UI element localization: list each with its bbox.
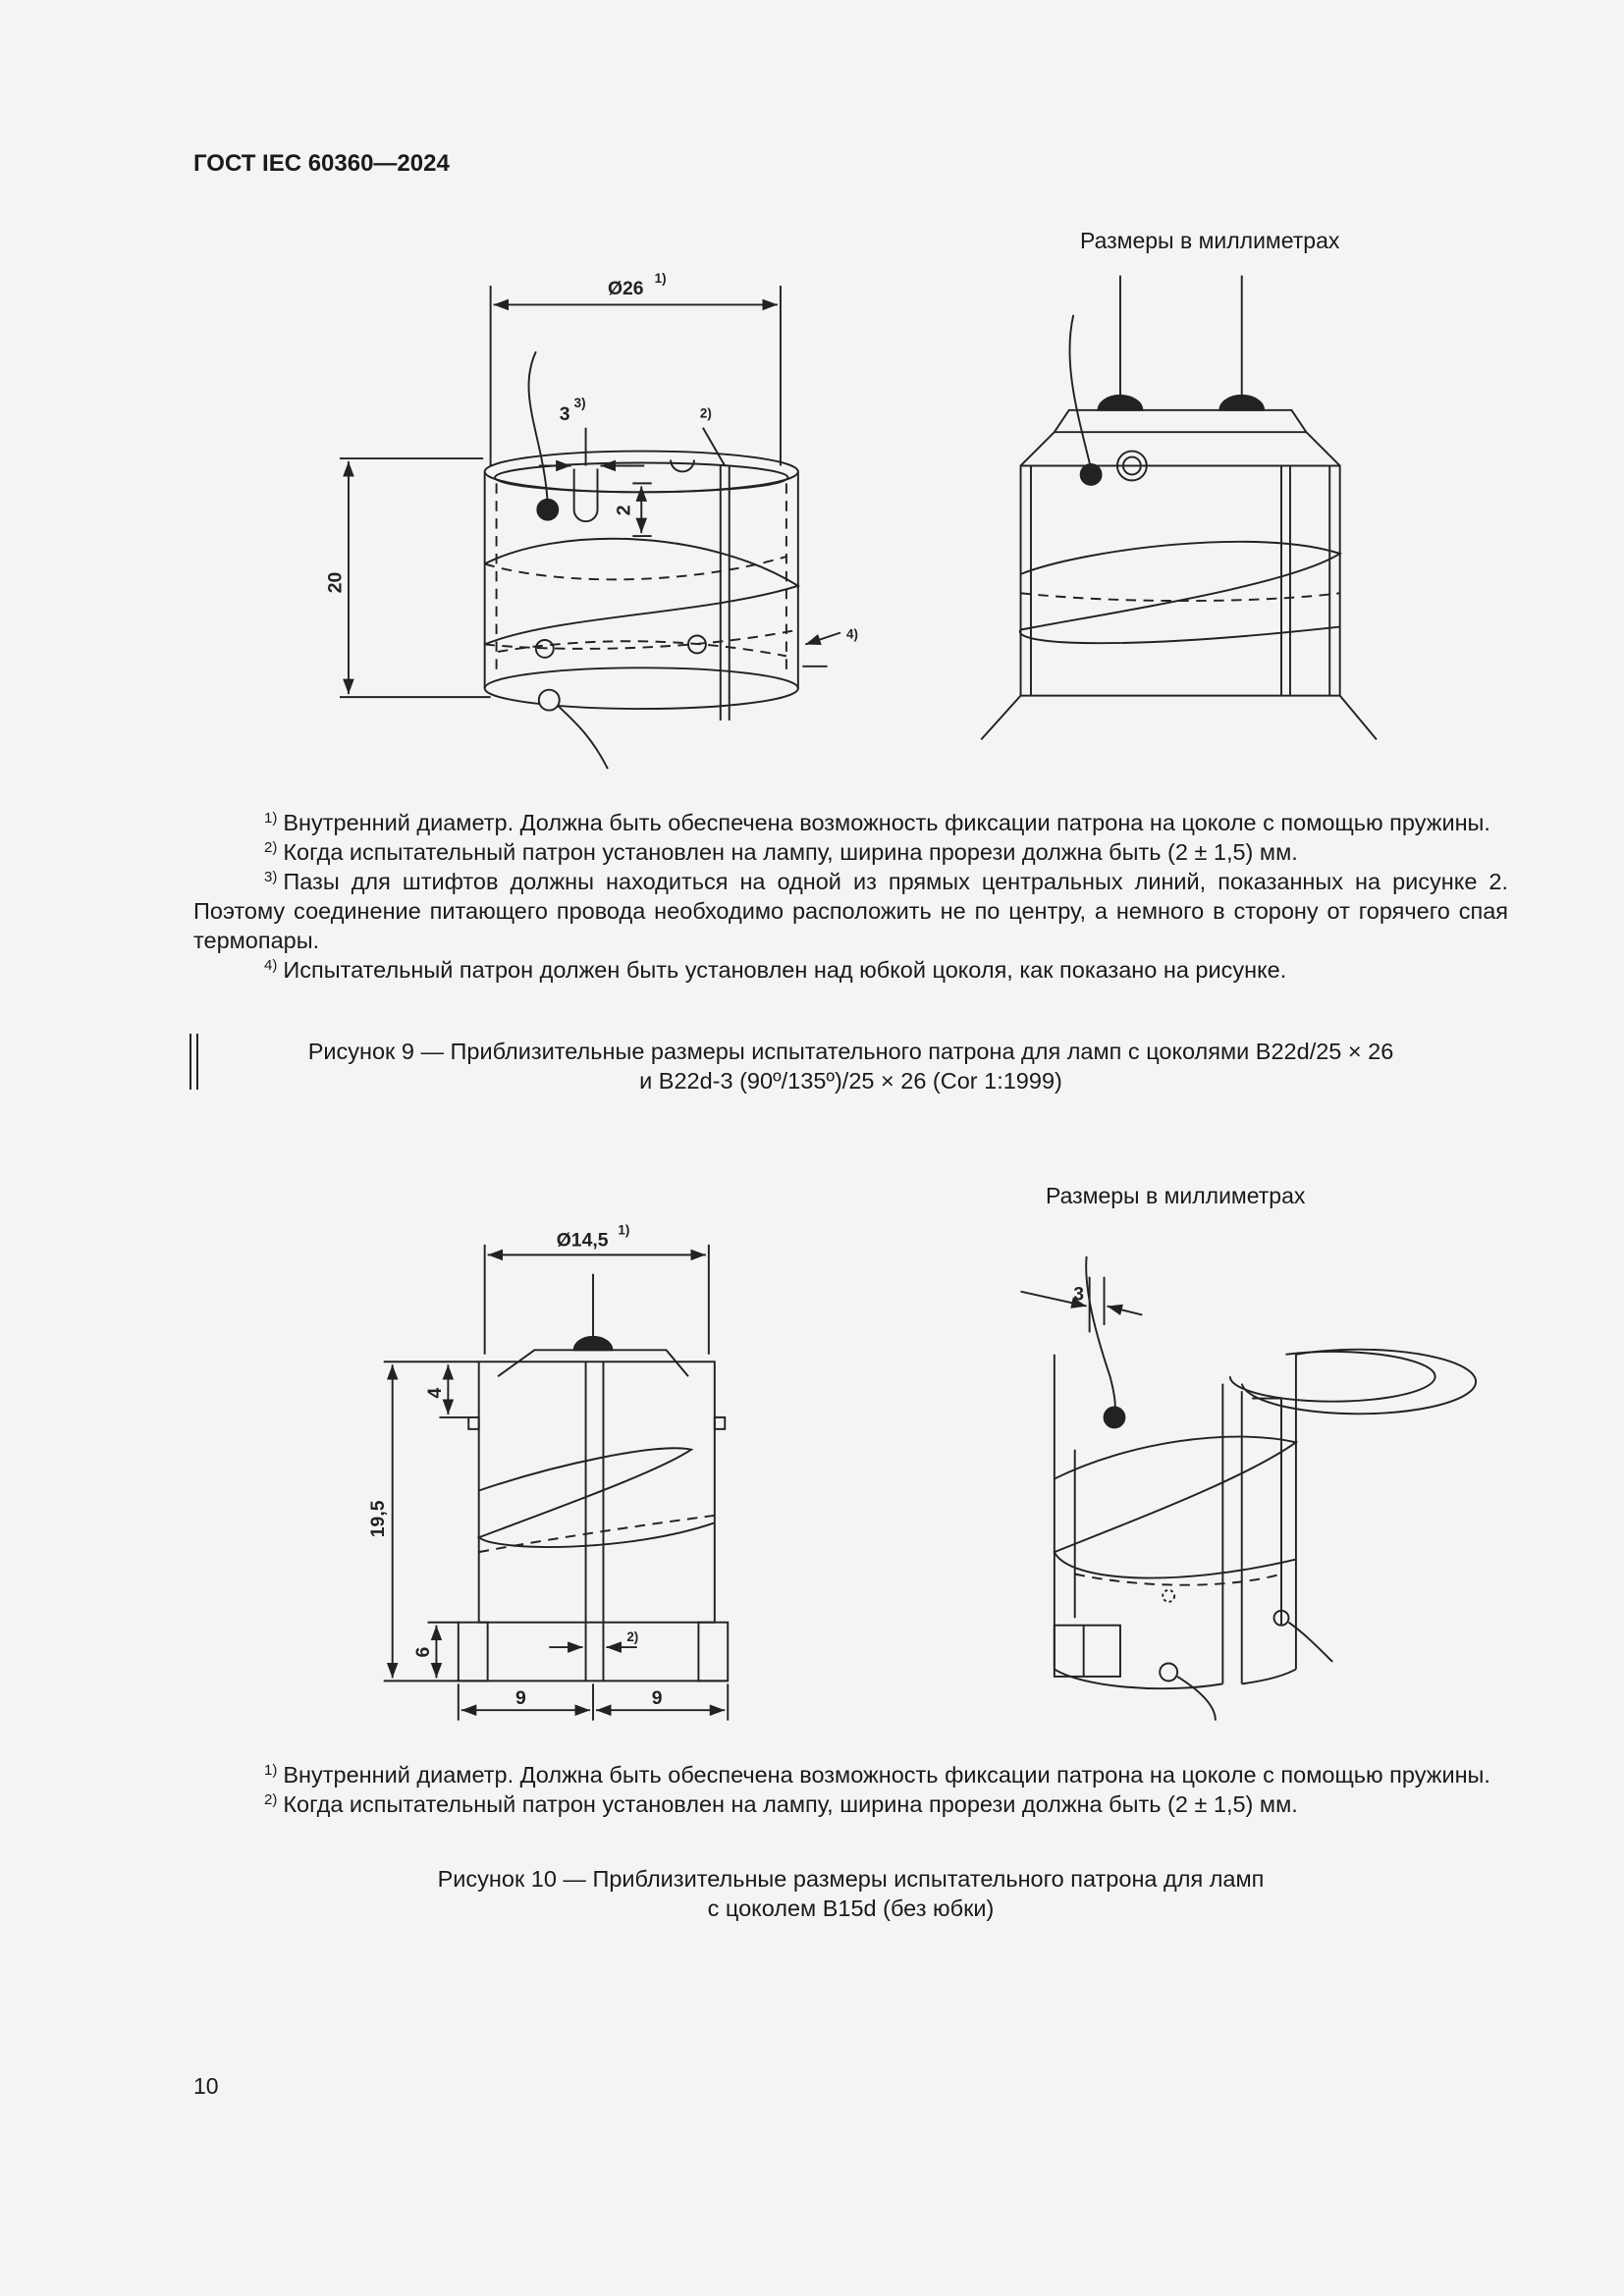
figure10-holder-perspective-view: [1021, 1256, 1477, 1721]
figure10-holder-side-view: [367, 1222, 728, 1720]
fig9-diameter-note: 1): [654, 271, 667, 287]
fig10-offset-label: 3: [1073, 1283, 1085, 1306]
figure9-holder-side-view: [325, 271, 858, 769]
figure10-caption: [193, 1864, 1508, 1923]
figure10-dimensions-note: Размеры в миллиметрах: [1046, 1183, 1306, 1208]
fig10-diameter-note: 1): [618, 1222, 630, 1238]
fig9-height-label: 20: [324, 571, 347, 594]
fig10-slit-note: 2): [626, 1629, 639, 1645]
fig9-skirt-note: 4): [846, 626, 858, 642]
caption-line: Рисунок 10 — Приблизительные размеры испытательного патрона для ламп: [437, 1866, 1265, 1892]
fig10-leg-label: 6: [411, 1646, 434, 1658]
footnote: $^{2)}$ Когда испытательный патрон установлен на лампу, ширина прорези должна быть (2 ± 1,5) мм.: [264, 839, 1298, 865]
figure10-footnotes: [193, 1760, 1508, 1819]
footnote: $^{1)}$ Внутренний диаметр. Должна быть обеспечена возможность фиксации патрона на цоколе с помощью пружины.: [264, 1762, 1490, 1788]
footnote: $^{2)}$ Когда испытательный патрон установлен на лампу, ширина прорези должна быть (2 ± 1,5) мм.: [264, 1791, 1298, 1817]
fig9-slot-note: 3): [573, 395, 586, 410]
footnote: $^{4)}$ Испытательный патрон должен быть установлен над юбкой цоколя, как показано на рисунке.: [264, 957, 1287, 983]
fig9-slot-depth-label: 2: [613, 505, 635, 516]
caption-line: с цоколем B15d (без юбки): [707, 1896, 995, 1921]
fig10-width-right-label: 9: [651, 1687, 663, 1710]
fig10-width-left-label: 9: [514, 1687, 526, 1710]
fig10-top-label: 4: [423, 1387, 446, 1399]
fig9-diameter-label: Ø26: [607, 277, 644, 299]
page-number: 10: [193, 2073, 219, 2099]
figure9-holder-on-lamp-view: [981, 276, 1377, 740]
caption-line: и B22d-3 (90º/135º)/25 × 26 (Cor 1:1999): [639, 1068, 1062, 1094]
document-header: ГОСТ IEC 60360—2024: [193, 150, 450, 177]
footnote: $^{1)}$ Внутренний диаметр. Должна быть обеспечена возможность фиксации патрона на цоколе с помощью пружины.: [264, 810, 1490, 835]
figure9-caption: [193, 1037, 1508, 1095]
fig9-slot-label: 3: [559, 403, 570, 426]
fig9-slit-note: 2): [699, 405, 712, 421]
fig10-height-label: 19,5: [366, 1500, 389, 1538]
footnote: $^{3)}$ Пазы для штифтов должны находиться на одной из прямых центральных линий, показанных на рисунке 2. Поэтому соединение питающего провода необходимо расположить не по центру, а немного в сторону от горячего спая термопары.: [193, 869, 1508, 953]
fig10-diameter-label: Ø14,5: [556, 1229, 609, 1252]
figure9-footnotes: [193, 808, 1508, 985]
caption-line: Рисунок 9 — Приблизительные размеры испытательного патрона для ламп с цоколями B22d/25 × 26: [307, 1039, 1394, 1064]
figure9-dimensions-note: Размеры в миллиметрах: [1080, 228, 1340, 253]
